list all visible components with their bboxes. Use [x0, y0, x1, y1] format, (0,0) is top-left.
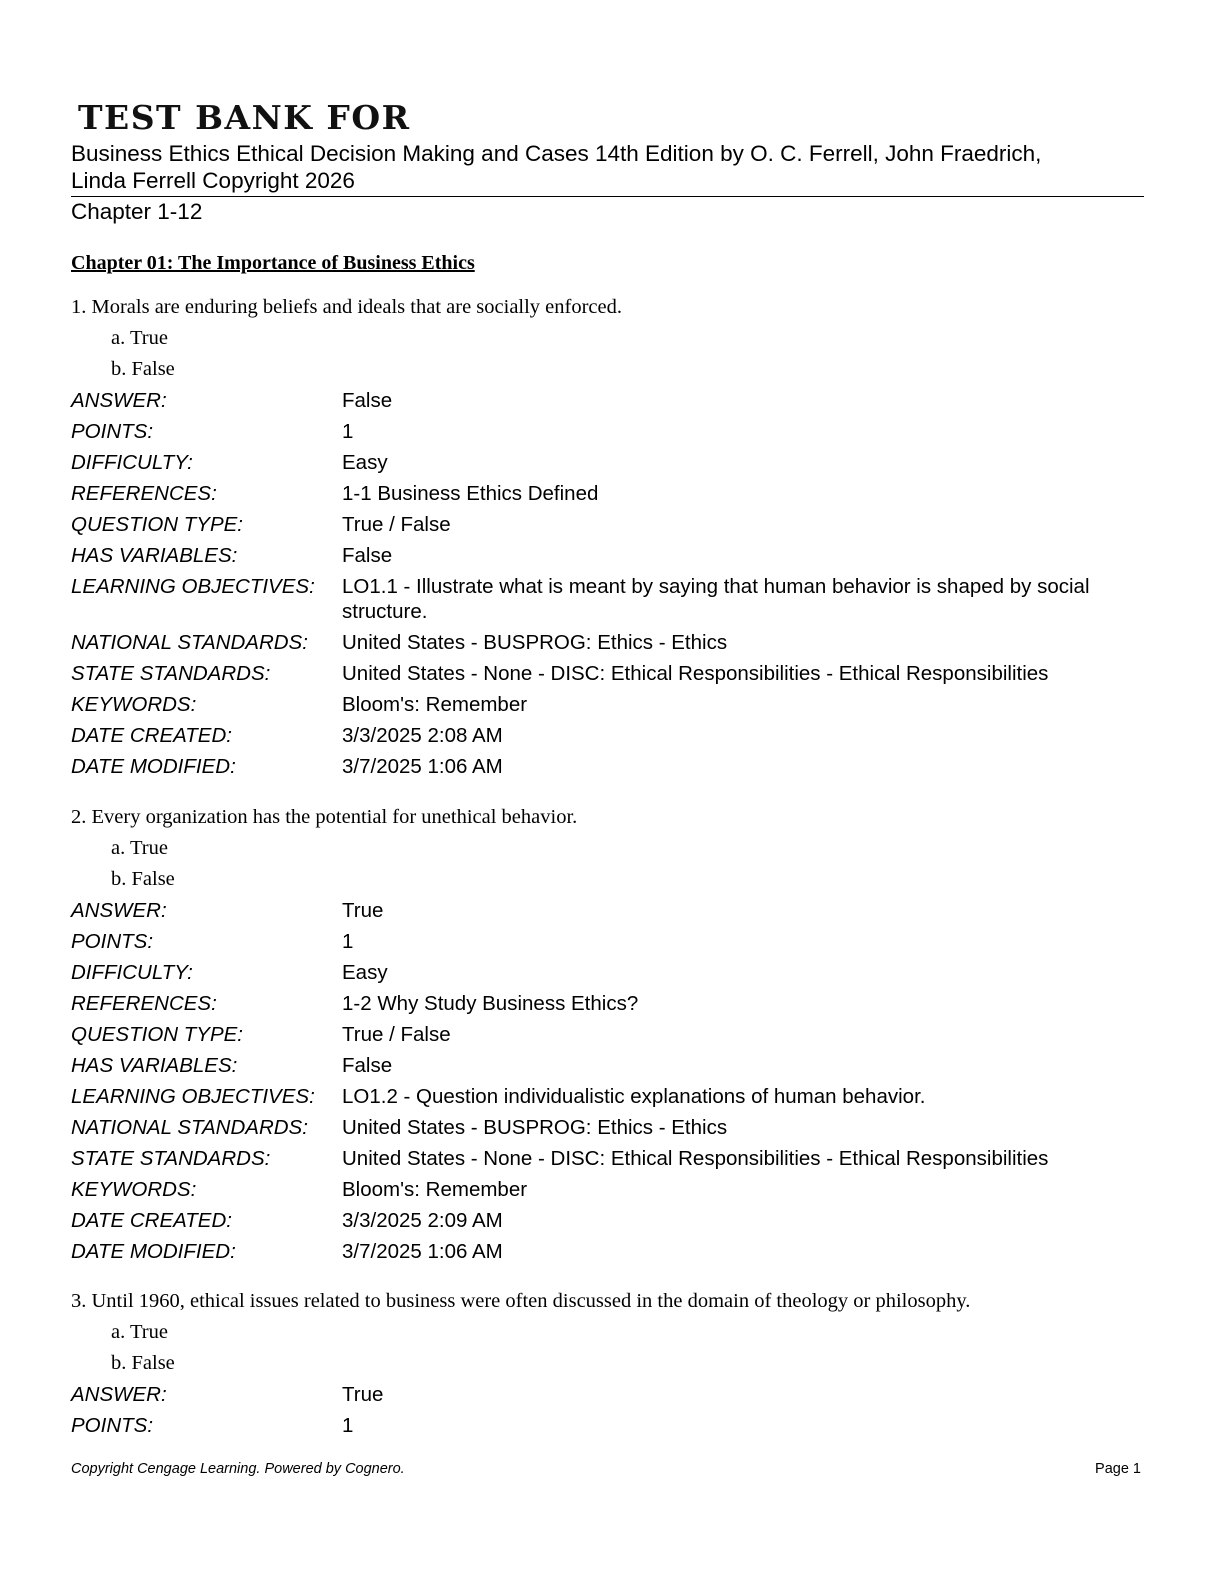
keywords-row — [71, 689, 1146, 720]
national-standards-row — [71, 1112, 1146, 1143]
references-row — [71, 988, 1146, 1019]
question-text: 3. Until 1960, ethical issues related to business were often discussed in the domain of theology or philosophy. — [71, 1290, 971, 1312]
references-row — [71, 478, 1146, 509]
date-modified-label: DATE MODIFIED: — [71, 755, 236, 778]
keywords-value: Bloom's: Remember — [342, 693, 528, 716]
national-standards-value: United States - BUSPROG: Ethics - Ethics — [342, 1116, 728, 1139]
keywords-label: KEYWORDS: — [71, 693, 197, 716]
date-created-row — [71, 720, 1146, 751]
difficulty-label: DIFFICULTY: — [71, 451, 193, 474]
has-variables-row — [71, 540, 1146, 571]
state-standards-label: STATE STANDARDS: — [71, 1147, 271, 1170]
question-type-row — [71, 509, 1146, 540]
has-variables-value: False — [342, 1054, 393, 1077]
points-row — [71, 416, 1146, 447]
learning-objectives-value: LO1.2 - Question individualistic explanations of human behavior. — [342, 1085, 926, 1108]
learning-objectives-label: LEARNING OBJECTIVES: — [71, 1085, 315, 1108]
date-created-value: 3/3/2025 2:09 AM — [342, 1209, 503, 1232]
has-variables-label: HAS VARIABLES: — [71, 544, 238, 567]
answer-label: ANSWER: — [71, 389, 167, 412]
question-type-row — [71, 1019, 1146, 1050]
keywords-label: KEYWORDS: — [71, 1178, 197, 1201]
document-title: TEST BANK FOR — [78, 98, 411, 137]
option-a: a. True — [111, 1321, 168, 1343]
national-standards-row — [71, 627, 1146, 658]
points-row — [71, 1410, 1146, 1441]
answer-value: False — [342, 389, 393, 412]
references-label: REFERENCES: — [71, 482, 217, 505]
answer-row — [71, 1379, 1146, 1410]
national-standards-value: United States - BUSPROG: Ethics - Ethics — [342, 631, 728, 654]
answer-row — [71, 385, 1146, 416]
question-3 — [71, 1286, 1146, 1441]
question-type-value: True / False — [342, 1023, 451, 1046]
has-variables-value: False — [342, 544, 393, 567]
learning-objectives-label: LEARNING OBJECTIVES: — [71, 575, 315, 598]
national-standards-label: NATIONAL STANDARDS: — [71, 631, 308, 654]
option-a: a. True — [111, 837, 168, 859]
points-label: POINTS: — [71, 1414, 154, 1437]
difficulty-label: DIFFICULTY: — [71, 961, 193, 984]
date-modified-row — [71, 751, 1146, 782]
difficulty-value: Easy — [342, 961, 388, 984]
date-created-value: 3/3/2025 2:08 AM — [342, 724, 503, 747]
subtitle-line-2: Linda Ferrell Copyright 2026 — [71, 168, 355, 193]
date-modified-value: 3/7/2025 1:06 AM — [342, 1240, 503, 1263]
date-modified-row — [71, 1236, 1146, 1267]
keywords-row — [71, 1174, 1146, 1205]
has-variables-label: HAS VARIABLES: — [71, 1054, 238, 1077]
references-value: 1-2 Why Study Business Ethics? — [342, 992, 639, 1015]
difficulty-row — [71, 447, 1146, 478]
option-b: b. False — [111, 1352, 175, 1374]
state-standards-row — [71, 658, 1146, 689]
date-created-row — [71, 1205, 1146, 1236]
state-standards-row — [71, 1143, 1146, 1174]
chapter-range: Chapter 1-12 — [71, 199, 203, 224]
book-subtitle — [71, 140, 1131, 194]
question-type-label: QUESTION TYPE: — [71, 513, 243, 536]
answer-value: True — [342, 1383, 384, 1406]
answer-label: ANSWER: — [71, 1383, 167, 1406]
difficulty-row — [71, 957, 1146, 988]
date-created-label: DATE CREATED: — [71, 1209, 232, 1232]
state-standards-value: United States - None - DISC: Ethical Responsibilities - Ethical Responsibilities — [342, 662, 1049, 685]
has-variables-row — [71, 1050, 1146, 1081]
points-value: 1 — [342, 930, 354, 953]
subtitle-line-1: Business Ethics Ethical Decision Making and Cases 14th Edition by O. C. Ferrell, John Fraedrich, — [71, 141, 1042, 166]
answer-label: ANSWER: — [71, 899, 167, 922]
state-standards-label: STATE STANDARDS: — [71, 662, 271, 685]
difficulty-value: Easy — [342, 451, 388, 474]
option-b: b. False — [111, 358, 175, 380]
references-label: REFERENCES: — [71, 992, 217, 1015]
option-b: b. False — [111, 868, 175, 890]
header-divider — [71, 196, 1144, 197]
points-label: POINTS: — [71, 930, 154, 953]
learning-objectives-row — [71, 1081, 1146, 1112]
points-row — [71, 926, 1146, 957]
learning-objectives-value: LO1.1 - Illustrate what is meant by saying that human behavior is shaped by social structure. — [342, 575, 1090, 623]
question-text: 1. Morals are enduring beliefs and ideals that are socially enforced. — [71, 296, 623, 318]
footer-copyright: Copyright Cengage Learning. Powered by Cognero. — [71, 1461, 405, 1477]
points-value: 1 — [342, 1414, 354, 1437]
date-modified-label: DATE MODIFIED: — [71, 1240, 236, 1263]
references-value: 1-1 Business Ethics Defined — [342, 482, 599, 505]
points-value: 1 — [342, 420, 354, 443]
question-type-value: True / False — [342, 513, 451, 536]
national-standards-label: NATIONAL STANDARDS: — [71, 1116, 308, 1139]
points-label: POINTS: — [71, 420, 154, 443]
answer-value: True — [342, 899, 384, 922]
question-text: 2. Every organization has the potential for unethical behavior. — [71, 806, 578, 828]
chapter-heading: Chapter 01: The Importance of Business Ethics — [71, 252, 475, 274]
option-a: a. True — [111, 327, 168, 349]
date-modified-value: 3/7/2025 1:06 AM — [342, 755, 503, 778]
state-standards-value: United States - None - DISC: Ethical Responsibilities - Ethical Responsibilities — [342, 1147, 1049, 1170]
date-created-label: DATE CREATED: — [71, 724, 232, 747]
question-2 — [71, 802, 1146, 1267]
learning-objectives-row — [71, 571, 1146, 627]
page-number: Page 1 — [1095, 1461, 1141, 1477]
question-type-label: QUESTION TYPE: — [71, 1023, 243, 1046]
answer-row — [71, 895, 1146, 926]
question-1 — [71, 292, 1146, 782]
keywords-value: Bloom's: Remember — [342, 1178, 528, 1201]
